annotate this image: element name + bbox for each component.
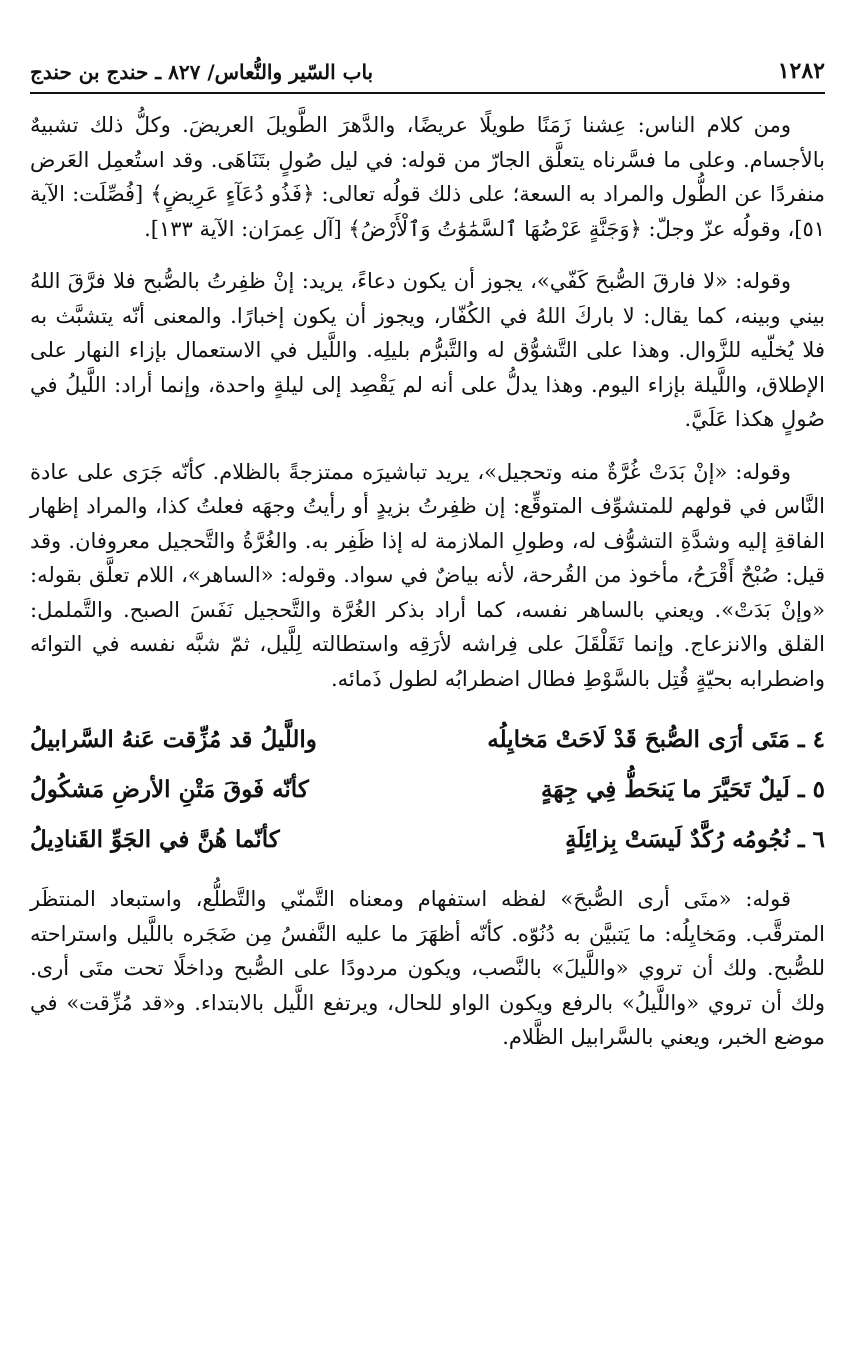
verse-5: [30, 764, 825, 814]
paragraph-3: وقوله: «إنْ بَدَتْ غُرَّةٌ منه وتحجيل»، يريد تباشيرَه ممتزجةً بالظلام. كأنّه جَرَى على عادة النَّاس في قولهم للمتشوِّف المتوقِّع: إن ظفِرتُ بزيدٍ أو رأيتُ وجهَه فعلتُ كذا، والمراد إظهار الفاقةِ إليه وشدَّةِ التشوُّف له، وطولِ الملازمة له إذا ظَفِر به. والغُرَّةُ والتَّحجيل معروفان. وقد قيل: صُبْحٌ أَقْرَحُ، مأخوذ من القُرحة، لأنه بياضٌ في سواد. وقوله: «الساهر»، اللام تعلَّق بقوله: «وإنْ بَدَتْ». ويعني بالساهر نفسه، كما أراد بذكر الغُرَّة والتَّحجيل نَفَسَ الصبح. والتَّململ: القلق والانزعاج. وإنما تَقَلْقَلَ على فِراشه لأرَقِه واستطالته لِلَّيل، ثمّ شبَّه نفسه في التوائه واضطرابه بحيّةٍ قُتِل بالسَّوْطِ فطال اضطرابُه لطول ذَمائه.: [30, 459, 825, 691]
page-body: [30, 108, 825, 1073]
verse-4: [30, 714, 825, 764]
poem-verses: [30, 714, 825, 864]
verse-6: [30, 814, 825, 864]
page-number: ١٢٨٢: [777, 58, 825, 84]
page-header: [30, 52, 825, 94]
verse-4-first-hemistich: ٤ ـ مَتَى أرَى الصُّبحَ قَدْ لَاحَتْ مَخايِلُه: [487, 725, 825, 753]
verse-4-second-hemistich: واللَّيلُ قد مُزِّقت عَنهُ السَّرابيلُ: [30, 725, 317, 753]
paragraph-1: ومن كلام الناس: عِشنا زَمَنًا طويلًا عريضًا، والدَّهرَ الطَّويلَ العريضَ. وكلُّ ذلك تشبيهٌ بالأجسام. وعلى ما فسَّرناه يتعلَّق الجارّ من قوله: في ليل صُولٍ بتَنَاهَى. وقد استُعمِل العَرض منفردًا عن الطُّول والمراد به السعة؛ على ذلك قولُه تعالى: ﴿فَذُو دُعَآءٍ عَرِيضٍ﴾ [فُصِّلَت: الآية ٥١]، وقولُه عزّ وجلّ: ﴿وَجَنَّةٍ عَرْضُهَا ٱلسَّمَٰوَٰتُ وَٱلْأَرْضُ﴾ [آل عِمرَان: الآية ١٣٣].: [30, 113, 825, 241]
verse-6-second-hemistich: كأنّما هُنَّ في الجَوِّ القَنادِيلُ: [30, 825, 280, 853]
running-title: باب السّير والنُّعاس/ ٨٢٧ ـ حندج بن حندج: [30, 60, 374, 84]
verse-6-first-hemistich: ٦ ـ نُجُومُه رُكَّدٌ لَيسَتْ بِزائِلَةٍ: [565, 825, 825, 853]
verse-5-first-hemistich: ٥ ـ لَيلٌ تَحَيَّرَ ما يَنحَطُّ فِي جِهَةٍ: [540, 775, 825, 803]
verse-5-second-hemistich: كأنّه فَوقَ مَتْنِ الأرضِ مَشكُولُ: [30, 775, 309, 803]
paragraph-2: وقوله: «لا فارقَ الصُّبحَ كَفّي»، يجوز أن يكون دعاءً، يريد: إنْ ظفِرتُ بالصُّبح فلا فرَّقَ اللهُ بيني وبينه، كما يقال: لا باركَ اللهُ في الكُفّار، ويجوز أن يكون إخبارًا. والمعنى أنّه يتشبَّث به فلا يُخلّيه للزَّوال. وهذا على التَّشوُّق له والتَّبرُّم بليلِه. واللَّيل في الاستعمال بإزاء النهار على الإطلاق، واللَّيلة بإزاء اليوم. وهذا يدلُّ على أنه لم يَقْصِد إلى ليلةٍ واحدة، وإنما أراد: اللَّيلُ في صُولٍ هكذا عَلَيَّ.: [30, 269, 825, 431]
paragraph-4: قوله: «متَى أرى الصُّبحَ» لفظه استفهام ومعناه التَّمنّي والتَّطلُّع، واستبعاد المنتظَر المترقَّب. ومَخايِلُه: ما يَتبيَّن به دُنُوّه. كأنّه أظهَرَ ما عليه النَّفسُ مِن ضَجَره باللَّيل واستراحته للصُّبح. ولك أن تروي «واللَّيلَ» بالنَّصب، ويكون مردودًا على الصُّبح وداخلًا تحت متَى أرى. ولك أن تروي «واللَّيلُ» بالرفع ويكون الواو للحال، ويرتفع اللَّيل بالابتداء. و«قد مُزِّقت» في موضع الخبر، ويعني بالسَّرابيل الظَّلام.: [30, 887, 825, 1049]
